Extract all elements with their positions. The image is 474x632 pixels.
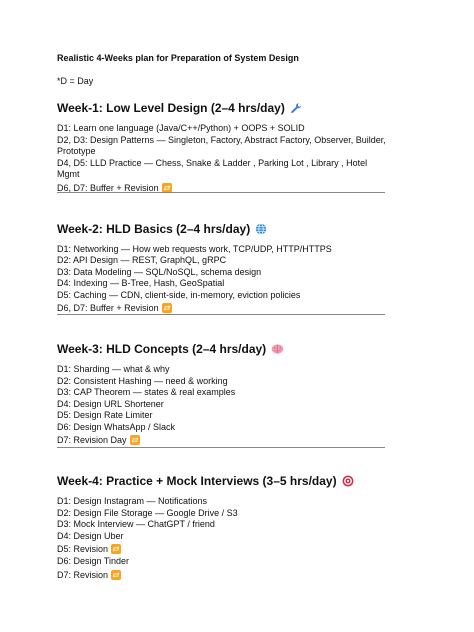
- section-divider: [57, 314, 385, 315]
- list-item-text: D7: Revision: [57, 569, 109, 580]
- list-item: [57, 433, 387, 447]
- week-1-title: Week-1: Low Level Design (2–4 hrs/day): [57, 101, 285, 115]
- repeat-icon: [111, 544, 121, 554]
- list-item: D2: Design File Storage — Google Drive / S3: [57, 507, 238, 518]
- list-item: D5: Caching — CDN, client-side, in-memory, eviction policies: [57, 289, 301, 300]
- document-title: Realistic 4-Weeks plan for Preparation of System Design: [57, 53, 299, 63]
- globe-icon: [255, 223, 267, 235]
- list-item: D5: Design Rate Limiter: [57, 410, 153, 420]
- list-item: D4: Design URL Shortener: [57, 398, 164, 409]
- repeat-icon: [162, 303, 172, 313]
- list-item: D3: Data Modeling — SQL/NoSQL, schema design: [57, 266, 262, 277]
- list-item: D6: Design Tinder: [57, 556, 130, 566]
- repeat-icon: [111, 570, 121, 580]
- week-1-items: [57, 123, 387, 195]
- brain-icon: [271, 343, 283, 355]
- day-legend: *D = Day: [57, 76, 94, 86]
- section-divider: [57, 192, 385, 193]
- list-item: D3: Mock Interview — ChatGPT / friend: [57, 519, 215, 529]
- week-1-section: [57, 100, 387, 195]
- list-item: D1: Networking — How web requests work, TCP/UDP, HTTP/HTTPS: [57, 243, 332, 254]
- list-item: D4, D5: LLD Practice — Chess, Snake & Ladder , Parking Lot , Library , Hotel Mgmt: [57, 157, 368, 179]
- list-item: [57, 301, 387, 315]
- list-item: D3: CAP Theorem — states & real examples: [57, 387, 236, 397]
- list-item: D6: Design WhatsApp / Slack: [57, 421, 176, 432]
- list-item: D2: Consistent Hashing — need & working: [57, 375, 228, 386]
- week-3-title: Week-3: HLD Concepts (2–4 hrs/day): [57, 342, 267, 356]
- list-item-text: D7: Revision Day: [57, 435, 127, 445]
- list-item: D2: API Design — REST, GraphQL, gRPC: [57, 255, 227, 265]
- list-item-text: D6, D7: Buffer + Revision: [57, 303, 159, 313]
- week-4-items: [57, 496, 387, 582]
- week-4-heading: [57, 473, 387, 489]
- week-4-title: Week-4: Practice + Mock Interviews (3–5 hrs/day): [57, 474, 337, 488]
- list-item: D4: Design Uber: [57, 530, 124, 541]
- list-item: D1: Sharding — what & why: [57, 364, 170, 374]
- week-3-items: [57, 364, 387, 447]
- list-item: D1: Learn one language (Java/C++/Python) + OOPS + SOLID: [57, 123, 305, 133]
- target-icon: [342, 475, 354, 487]
- week-2-items: [57, 244, 387, 316]
- list-item: D4: Indexing — B-Tree, Hash, GeoSpatial: [57, 278, 225, 288]
- list-item-text: D5: Revision: [57, 544, 109, 554]
- document-page: [57, 52, 387, 582]
- week-2-heading: [57, 221, 387, 237]
- repeat-icon: [130, 435, 140, 445]
- section-divider: [57, 447, 385, 448]
- list-item: D1: Design Instagram — Notifications: [57, 496, 208, 506]
- wrench-icon: [290, 102, 302, 114]
- list-item: [57, 542, 387, 556]
- repeat-icon: [162, 183, 172, 193]
- week-1-heading: [57, 100, 387, 116]
- week-3-section: [57, 341, 387, 447]
- week-3-heading: [57, 341, 387, 357]
- list-item: D2, D3: Design Patterns — Singleton, Factory, Abstract Factory, Observer, Builder, Prototype: [57, 134, 386, 156]
- week-4-section: [57, 473, 387, 582]
- list-item-text: D6, D7: Buffer + Revision: [57, 182, 159, 193]
- week-2-section: [57, 221, 387, 316]
- week-2-title: Week-2: HLD Basics (2–4 hrs/day): [57, 221, 251, 236]
- list-item: [57, 568, 387, 582]
